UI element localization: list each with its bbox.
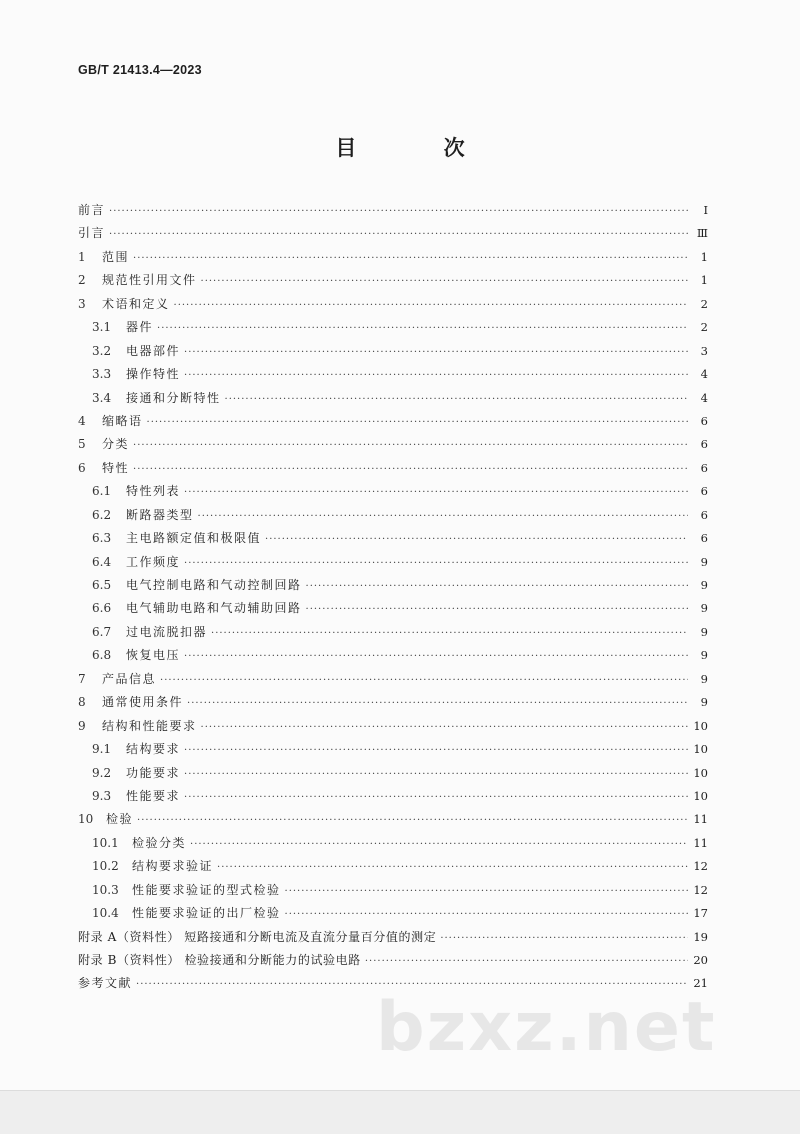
toc-entry-number: 5	[78, 437, 86, 452]
toc-dot-leader	[147, 411, 688, 434]
toc-entry-page-number: 9	[700, 671, 708, 686]
toc-entry-page-number: 10	[693, 718, 708, 733]
toc-entry[interactable]	[78, 316, 708, 339]
toc-entry-label: 结构要求验证	[132, 859, 214, 874]
toc-dot-leader	[184, 481, 688, 504]
toc-dot-leader	[285, 880, 688, 903]
toc-entry-page-number: 4	[700, 367, 708, 382]
toc-entry[interactable]	[78, 199, 708, 222]
toc-dot-leader	[190, 833, 688, 856]
toc-entry-number: 1	[78, 249, 86, 264]
standard-code: GB/T 21413.4—2023	[78, 63, 202, 77]
toc-entry[interactable]	[78, 480, 708, 503]
toc-entry[interactable]	[78, 597, 708, 620]
toc-entry[interactable]	[78, 340, 708, 363]
toc-entry-label: 器件	[126, 320, 154, 335]
toc-entry[interactable]	[78, 785, 708, 808]
toc-entry-page-number: 2	[700, 296, 708, 311]
toc-entry[interactable]	[78, 269, 708, 292]
toc-entry-page-number: 1	[700, 249, 708, 264]
toc-dot-leader	[184, 739, 688, 762]
toc-entry-page-number: 9	[700, 695, 708, 710]
toc-entry[interactable]	[78, 527, 708, 550]
toc-dot-leader	[184, 645, 688, 668]
toc-entry-label: 缩略语	[102, 413, 143, 428]
toc-entry-number: 6.7	[92, 624, 112, 639]
toc-entry[interactable]	[78, 293, 708, 316]
toc-entry-number: 3.3	[92, 367, 112, 382]
toc-entry-label: 工作频度	[126, 554, 181, 569]
toc-entry-label: 断路器类型	[126, 507, 194, 522]
table-of-contents	[78, 199, 708, 996]
toc-entry-page-number: 10	[693, 742, 708, 757]
toc-dot-leader	[217, 856, 688, 879]
toc-entry[interactable]	[78, 246, 708, 269]
toc-entry-page-number: 6	[700, 484, 708, 499]
toc-entry-page-number: 4	[700, 390, 708, 405]
toc-dot-leader	[109, 200, 688, 223]
toc-entry[interactable]	[78, 855, 708, 878]
toc-entry-label: 检验	[106, 812, 134, 827]
toc-entry-page-number: 11	[693, 812, 708, 827]
toc-dot-leader	[198, 505, 688, 528]
toc-entry[interactable]	[78, 902, 708, 925]
toc-entry-page-number: 17	[693, 906, 708, 921]
toc-entry-label: 范围	[102, 249, 130, 264]
toc-entry-number: 6.3	[92, 531, 112, 546]
toc-entry[interactable]	[78, 504, 708, 527]
toc-entry-label: 电气辅助电路和气动辅助回路	[126, 601, 302, 616]
toc-entry[interactable]	[78, 808, 708, 831]
toc-entry-page-number: 6	[700, 460, 708, 475]
toc-entry-label: 性能要求验证的出厂检验	[132, 906, 281, 921]
toc-entry-page-number: 9	[700, 578, 708, 592]
toc-dot-leader	[184, 763, 688, 786]
toc-entry-label: 引言	[78, 226, 106, 241]
toc-entry-number: 10.4	[92, 906, 119, 921]
toc-dot-leader	[225, 388, 688, 411]
toc-entry-label: 检验分类	[132, 835, 187, 850]
toc-dot-leader	[174, 294, 688, 317]
toc-dot-leader	[265, 528, 688, 551]
toc-entry-page-number: 12	[693, 882, 708, 897]
toc-entry-number: 9	[78, 718, 86, 733]
toc-dot-leader	[160, 669, 688, 692]
toc-entry[interactable]	[78, 387, 708, 410]
toc-dot-leader	[133, 434, 688, 457]
toc-entry[interactable]	[78, 715, 708, 738]
toc-entry-number: 6.8	[92, 648, 112, 663]
toc-entry-label: 性能要求	[126, 788, 181, 803]
toc-entry-page-number: 1	[700, 273, 708, 288]
toc-entry-label: 主电路额定值和极限值	[126, 531, 262, 546]
toc-entry[interactable]	[78, 433, 708, 456]
toc-entry-label: 过电流脱扣器	[126, 624, 208, 639]
toc-entry-page-number: 11	[693, 835, 708, 850]
toc-entry[interactable]	[78, 644, 708, 667]
toc-entry[interactable]	[78, 832, 708, 855]
toc-entry-label: 规范性引用文件	[102, 273, 197, 288]
toc-dot-leader	[109, 223, 688, 246]
toc-entry[interactable]	[78, 457, 708, 480]
toc-entry-number: 6.4	[92, 554, 112, 569]
toc-entry-number: 10.2	[92, 859, 119, 874]
toc-entry-number: 3.2	[92, 343, 112, 358]
toc-entry-label: 分类	[102, 437, 130, 452]
toc-entry-page-number: 6	[700, 531, 708, 546]
toc-entry-label: 前言	[78, 203, 106, 217]
toc-entry-page-number: Ⅰ	[703, 203, 708, 217]
toc-entry-page-number: 2	[700, 320, 708, 335]
toc-entry-number: 9.3	[92, 788, 112, 803]
toc-entry-number: 6	[78, 460, 86, 475]
toc-entry-page-number: 6	[700, 437, 708, 452]
toc-entry-label: 术语和定义	[102, 296, 170, 311]
toc-entry-page-number: 12	[693, 859, 708, 874]
toc-entry-number: 3	[78, 296, 86, 311]
toc-entry-page-number: 3	[700, 343, 708, 358]
toc-dot-leader	[157, 317, 688, 340]
toc-entry-number: 9.2	[92, 765, 112, 780]
toc-dot-leader	[201, 270, 688, 293]
toc-dot-leader	[306, 598, 688, 621]
toc-entry[interactable]	[78, 879, 708, 902]
toc-dot-leader	[184, 341, 688, 364]
toc-entry-page-number: Ⅲ	[696, 226, 708, 241]
toc-entry-page-number: 9	[700, 648, 708, 663]
toc-entry-number: 6.6	[92, 601, 112, 616]
toc-dot-leader	[133, 247, 688, 270]
toc-dot-leader	[137, 809, 688, 832]
toc-dot-leader	[184, 786, 688, 809]
toc-entry-label: 电气控制电路和气动控制回路	[126, 578, 302, 592]
toc-entry-page-number: 6	[700, 507, 708, 522]
toc-entry-number: 3.1	[92, 320, 112, 335]
toc-entry[interactable]	[78, 949, 708, 972]
toc-entry-number: 4	[78, 413, 86, 428]
toc-entry[interactable]	[78, 621, 708, 644]
toc-dot-leader	[440, 927, 688, 950]
toc-entry[interactable]	[78, 926, 708, 949]
toc-entry-label: 操作特性	[126, 367, 181, 382]
toc-entry-page-number: 10	[693, 765, 708, 780]
toc-dot-leader	[187, 692, 688, 715]
toc-entry-label: 通常使用条件	[102, 695, 184, 710]
toc-entry-label: 功能要求	[126, 765, 181, 780]
toc-entry-label: 产品信息	[102, 671, 157, 686]
toc-dot-leader	[133, 458, 688, 481]
toc-entry-page-number: 9	[700, 624, 708, 639]
toc-entry-page-number: 9	[700, 554, 708, 569]
toc-entry-page-number: 19	[693, 929, 708, 944]
toc-entry-number: 8	[78, 695, 86, 710]
toc-entry-page-number: 9	[700, 601, 708, 616]
toc-dot-leader	[184, 552, 688, 575]
toc-entry[interactable]	[78, 574, 708, 597]
toc-entry-label: 恢复电压	[126, 648, 181, 663]
toc-dot-leader	[211, 622, 688, 645]
toc-entry-label: 附录 A（资料性） 短路接通和分断电流及直流分量百分值的测定	[78, 929, 437, 944]
toc-title: 目 次	[335, 136, 505, 160]
toc-dot-leader	[365, 950, 688, 973]
toc-dot-leader	[184, 364, 688, 387]
toc-dot-leader	[285, 903, 688, 926]
toc-entry[interactable]	[78, 762, 708, 785]
toc-entry[interactable]	[78, 410, 708, 433]
toc-entry-label: 参考文献	[78, 976, 133, 991]
toc-entry-label: 特性	[102, 460, 130, 475]
toc-entry-number: 3.4	[92, 390, 112, 405]
toc-entry-label: 性能要求验证的型式检验	[132, 882, 281, 897]
toc-entry[interactable]	[78, 222, 708, 245]
watermark: bzxz.net	[376, 988, 717, 1067]
toc-entry[interactable]	[78, 691, 708, 714]
toc-entry[interactable]	[78, 363, 708, 386]
toc-entry-page-number: 20	[693, 953, 708, 967]
toc-dot-leader	[201, 716, 688, 739]
toc-entry-number: 6.2	[92, 507, 112, 522]
toc-entry-label: 附录 B（资料性） 检验接通和分断能力的试验电路	[78, 953, 361, 967]
toc-entry-label: 电器部件	[126, 343, 181, 358]
toc-entry-number: 6.1	[92, 484, 112, 499]
toc-entry[interactable]	[78, 738, 708, 761]
toc-entry-label: 特性列表	[126, 484, 181, 499]
toc-entry-number: 7	[78, 671, 86, 686]
toc-entry-number: 10.1	[92, 835, 119, 850]
toc-entry-page-number: 10	[693, 788, 708, 803]
toc-entry-number: 10	[78, 812, 94, 827]
toc-dot-leader	[306, 575, 688, 598]
toc-entry-page-number: 21	[693, 976, 708, 991]
viewer-bottom-strip	[0, 1090, 800, 1134]
toc-entry[interactable]	[78, 551, 708, 574]
toc-entry-number: 2	[78, 273, 86, 288]
toc-entry-label: 结构要求	[126, 742, 181, 757]
toc-entry-label: 结构和性能要求	[102, 718, 197, 733]
toc-entry-label: 接通和分断特性	[126, 390, 221, 405]
toc-entry-number: 9.1	[92, 742, 112, 757]
toc-entry-number: 10.3	[92, 882, 119, 897]
toc-entry-number: 6.5	[92, 578, 112, 592]
toc-entry[interactable]	[78, 668, 708, 691]
toc-entry-page-number: 6	[700, 413, 708, 428]
